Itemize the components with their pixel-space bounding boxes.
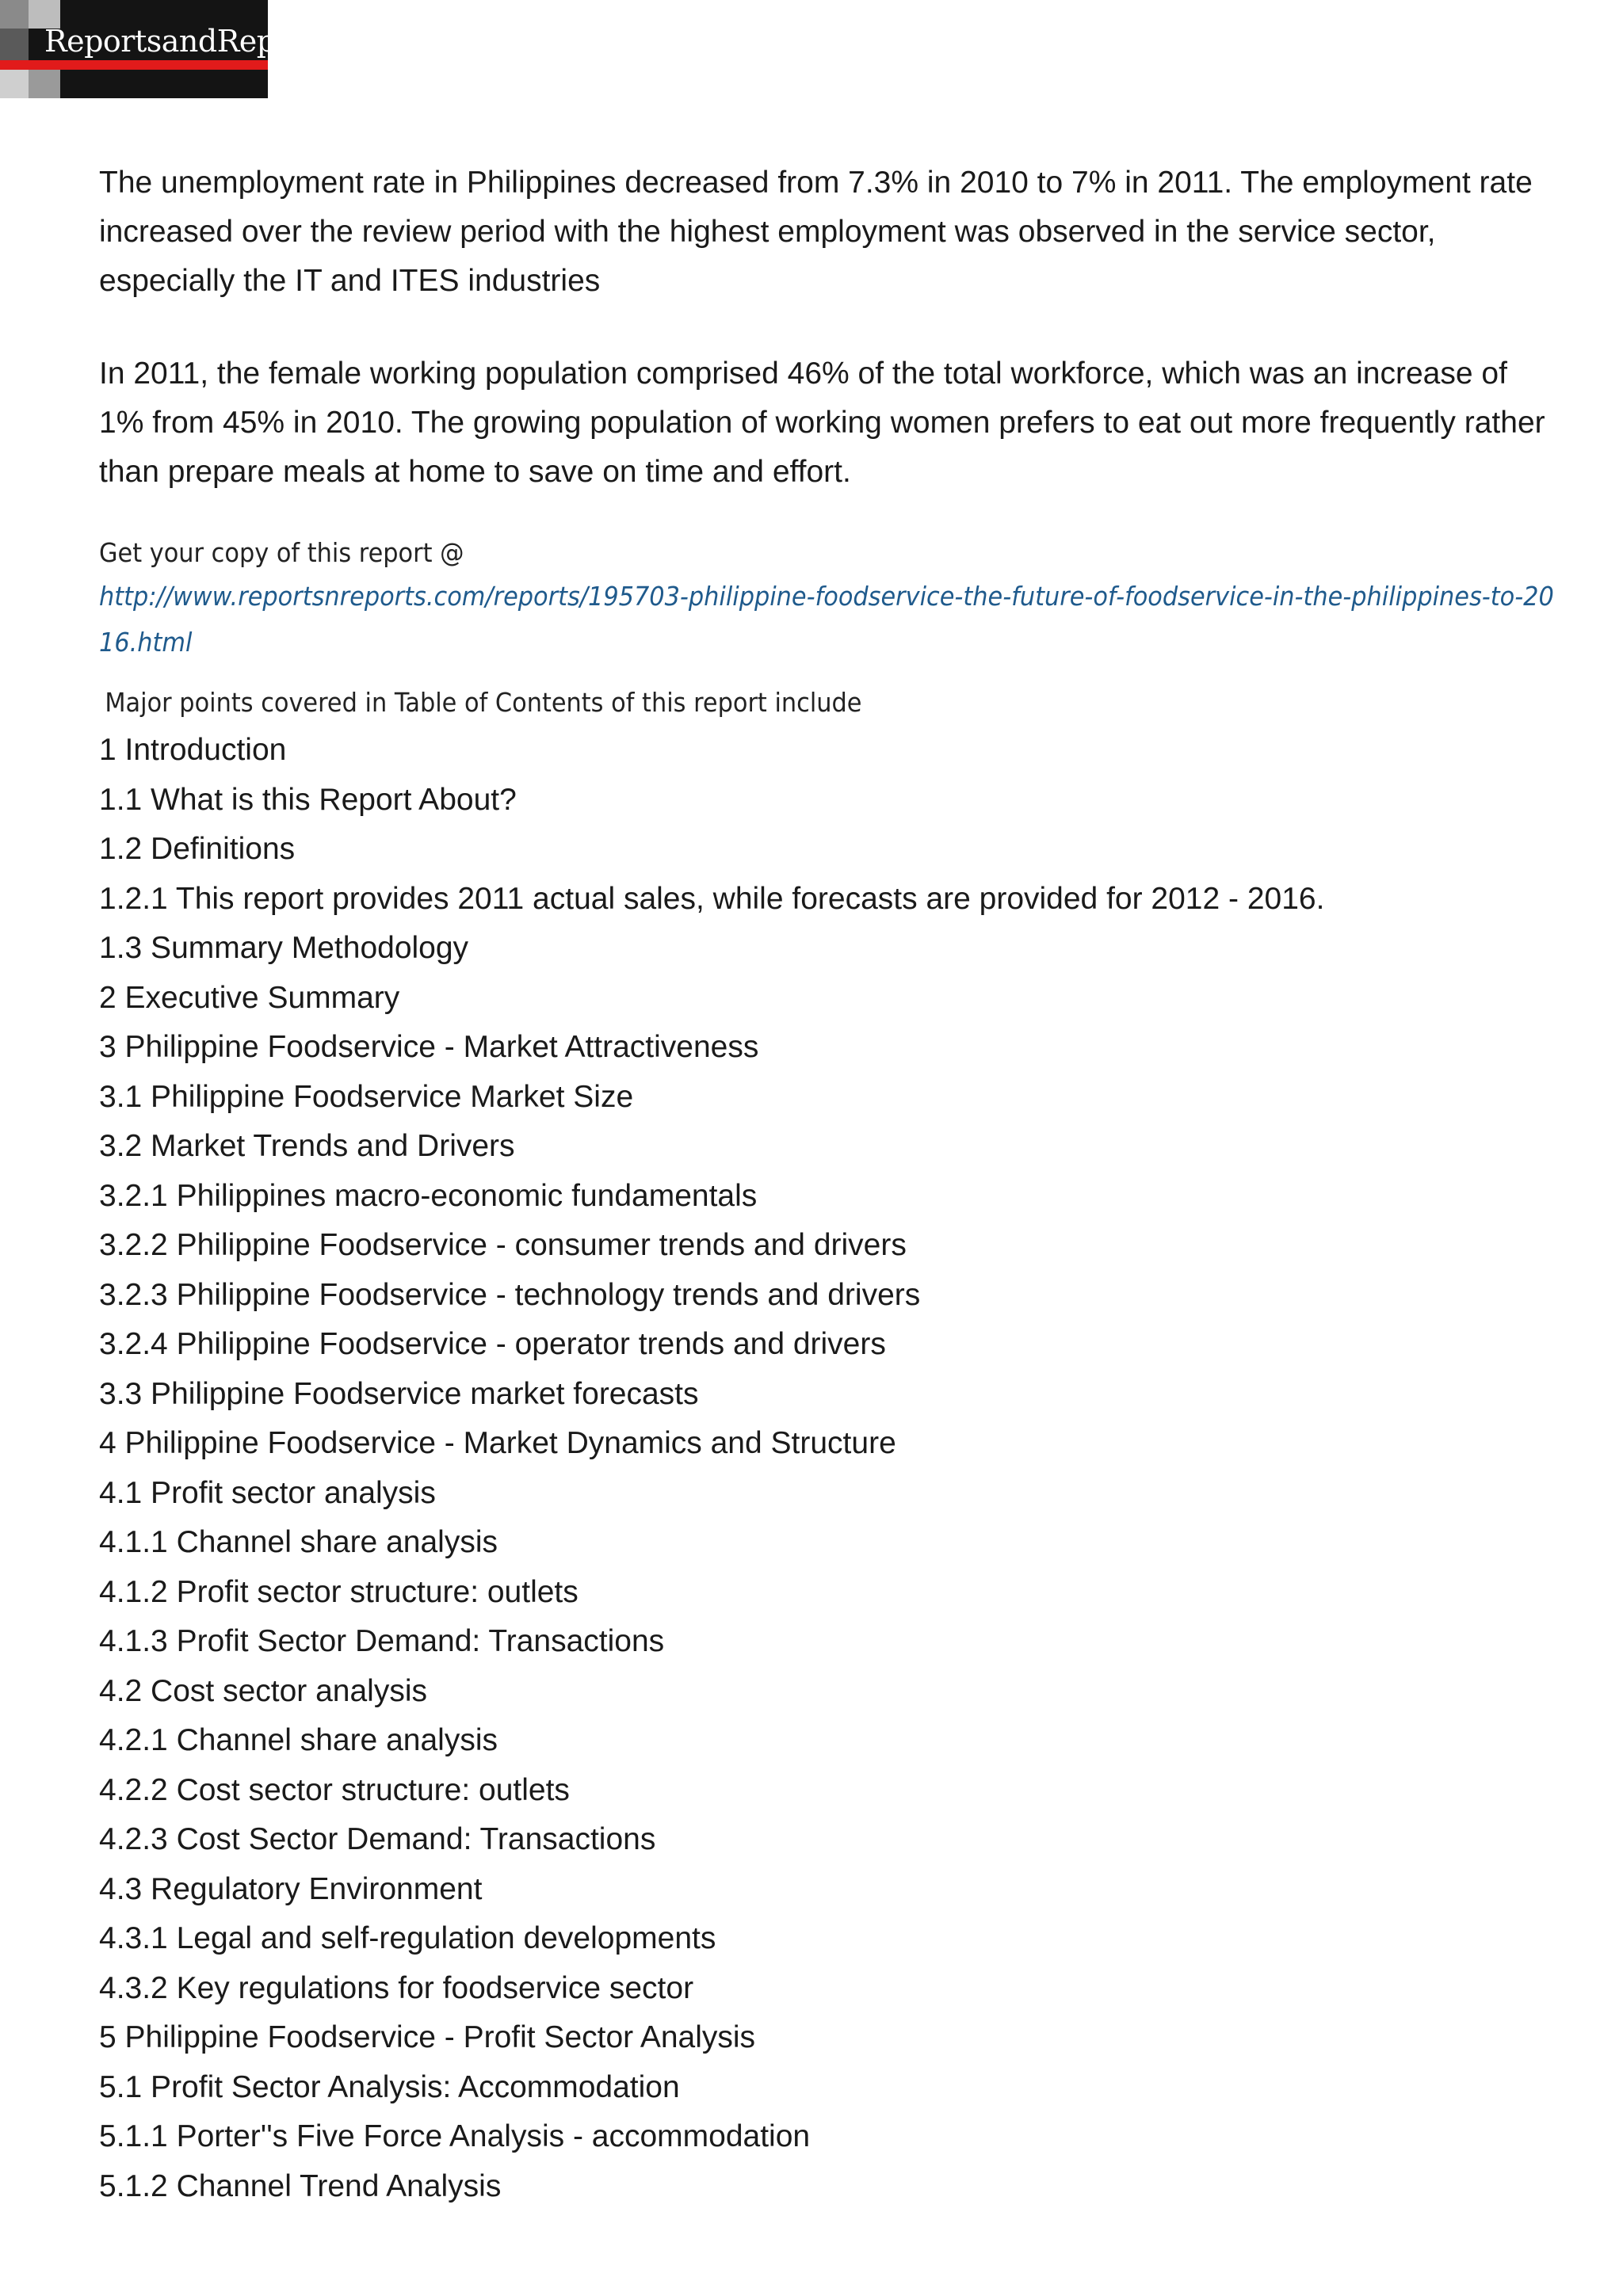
copy-label: Get your copy of this report @ [99, 537, 464, 568]
toc-item: 4.1.1 Channel share analysis [99, 1525, 498, 1559]
toc-item: 4.3.2 Key regulations for foodservice sector [99, 1970, 694, 2005]
toc-item: 5.1.2 Channel Trend Analysis [99, 2168, 502, 2203]
toc-item: 5 Philippine Foodservice - Profit Sector Analysis [99, 2020, 756, 2054]
toc-item: 1 Introduction [99, 733, 287, 767]
toc-item: 1.3 Summary Methodology [99, 931, 469, 965]
toc-item: 3.2.3 Philippine Foodservice - technology trends and drivers [99, 1277, 921, 1312]
toc-item: 3.3 Philippine Foodservice market forecasts [99, 1376, 699, 1411]
toc-item: 3.2.1 Philippines macro-economic fundamentals [99, 1178, 758, 1213]
toc-item: 4.2.2 Cost sector structure: outlets [99, 1772, 570, 1807]
toc-item: 5.1.1 Porter''s Five Force Analysis - accommodation [99, 2119, 811, 2153]
toc-item: 5.1 Profit Sector Analysis: Accommodation [99, 2069, 680, 2104]
toc-item: 1.1 What is this Report About? [99, 782, 517, 817]
toc-item: 4.2.1 Channel share analysis [99, 1723, 498, 1757]
toc-heading: Major points covered in Table of Contents of this report include [105, 687, 862, 718]
paragraph-female-workforce: In 2011, the female working population comprised 46% of the total workforce, which was an increase of 1% from 45% in 2010. The growing population of working women prefers to eat out more frequently rather than prepare meals at home to save on time and effort. [99, 357, 1545, 489]
toc-item: 3.2.2 Philippine Foodservice - consumer trends and drivers [99, 1228, 907, 1262]
report-link[interactable]: http://www.reportsnreports.com/reports/195703-philippine-foodservice-the-future-of-foodservice-in-the-philippines-to-2016.html [99, 581, 1554, 658]
toc-item: 3.2 Market Trends and Drivers [99, 1129, 515, 1163]
toc-item: 3.2.4 Philippine Foodservice - operator trends and drivers [99, 1327, 886, 1361]
toc-item: 4.1 Profit sector analysis [99, 1475, 436, 1510]
table-of-contents [99, 726, 1549, 2211]
toc-item: 4.1.2 Profit sector structure: outlets [99, 1574, 579, 1609]
toc-item: 4 Philippine Foodservice - Market Dynamics and Structure [99, 1426, 896, 1460]
logo-text: ReportsandReports [44, 24, 334, 59]
toc-item: 4.3 Regulatory Environment [99, 1871, 483, 1906]
toc-item: 4.2.3 Cost Sector Demand: Transactions [99, 1822, 656, 1856]
toc-item: 1.2 Definitions [99, 832, 296, 866]
reportsandreports-logo [0, 0, 334, 98]
document-body [99, 158, 1554, 2211]
toc-item: 2 Executive Summary [99, 980, 400, 1015]
toc-item: 4.3.1 Legal and self-regulation developments [99, 1921, 716, 1955]
paragraph-unemployment: The unemployment rate in Philippines decreased from 7.3% in 2010 to 7% in 2011. The employment rate increased over the review period with the highest employment was observed in the service sector, especially the IT and ITES industries [99, 166, 1533, 298]
toc-item: 4.2 Cost sector analysis [99, 1673, 428, 1708]
toc-item: 4.1.3 Profit Sector Demand: Transactions [99, 1624, 665, 1658]
toc-item: 1.2.1 This report provides 2011 actual sales, while forecasts are provided for 2012 - 2016. [99, 881, 1325, 916]
toc-item: 3.1 Philippine Foodservice Market Size [99, 1079, 634, 1114]
toc-item: 3 Philippine Foodservice - Market Attractiveness [99, 1030, 759, 1064]
